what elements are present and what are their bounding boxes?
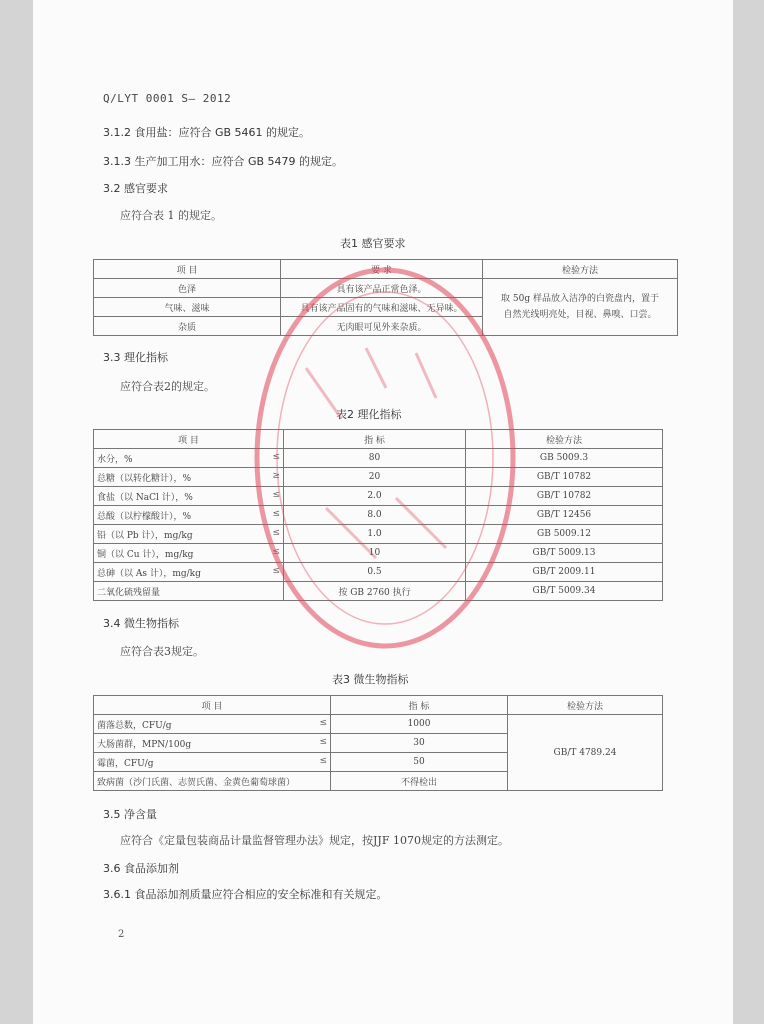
table-cell: GB/T 5009.13 (466, 544, 663, 563)
item-text: 总酸（以柠檬酸计），% (97, 511, 192, 522)
table-cell: 20 (284, 468, 466, 487)
table-cell: 色泽 (94, 279, 281, 298)
table-header-cell: 要 求 (281, 260, 483, 279)
table2-caption: 表2 理化指标 (336, 408, 402, 421)
table-cell: 无肉眼可见外来杂质。 (281, 317, 483, 336)
section-3-4-title: 3.4 微生物指标 (103, 617, 179, 630)
seal-inner-ring (277, 292, 493, 624)
table-header-cell: 项 目 (94, 260, 281, 279)
item-text: 大肠菌群，MPN/100g (97, 739, 192, 750)
section-3-4-text: 应符合表3规定。 (120, 645, 204, 658)
table-header-cell: 指 标 (284, 430, 466, 449)
table-header-cell: 检验方法 (466, 430, 663, 449)
comparison-symbol: ≤ (272, 565, 280, 576)
table-header-cell: 检验方法 (483, 260, 678, 279)
table3-caption: 表3 微生物指标 (332, 673, 409, 686)
section-3-3-title: 3.3 理化指标 (103, 351, 168, 364)
table-cell: GB/T 10782 (466, 487, 663, 506)
table-cell: 2.0 (284, 487, 466, 506)
comparison-symbol: ≤ (272, 508, 280, 519)
table-cell: 不得检出 (331, 772, 508, 791)
item-text: 菌落总数，CFU/g (97, 720, 172, 731)
page-number: 2 (118, 929, 125, 940)
table-cell: 0.5 (284, 563, 466, 582)
item-text: 霉菌，CFU/g (97, 758, 154, 769)
item-text: 总砷（以 As 计），mg/kg (97, 568, 201, 579)
comparison-symbol: ≤ (319, 755, 327, 766)
comparison-symbol: ≤ (272, 527, 280, 538)
item-text: 铜（以 Cu 计），mg/kg (97, 549, 194, 560)
table-cell: 1.0 (284, 525, 466, 544)
comparison-symbol: ≤ (272, 451, 280, 462)
table3 (93, 695, 663, 791)
item-text: 二氧化硫残留量 (97, 587, 161, 598)
seal-lettering (306, 348, 446, 558)
table-cell: 30 (331, 734, 508, 753)
standard-number: Q/LYT 0001 S— 2012 (103, 92, 232, 105)
table-cell: GB/T 2009.11 (466, 563, 663, 582)
item-text: 铅（以 Pb 计），mg/kg (97, 530, 193, 541)
table-row (94, 715, 663, 734)
table-cell: 按 GB 2760 执行 (284, 582, 466, 601)
table-header-cell: 指 标 (331, 696, 508, 715)
clause-3-6-1: 3.6.1 食品添加剂质量应符合相应的安全标准和有关规定。 (103, 888, 388, 901)
table3-method-cell: GB/T 4789.24 (508, 715, 663, 791)
table-cell: GB 5009.3 (466, 449, 663, 468)
table-cell: 具有该产品固有的气味和滋味、无异味。 (281, 298, 483, 317)
table1-caption: 表1 感官要求 (340, 237, 406, 250)
section-3-2-title: 3.2 感官要求 (103, 182, 168, 195)
table-header-row (94, 696, 663, 715)
seal-outer-ring (257, 270, 513, 646)
table-cell: 杂质 (94, 317, 281, 336)
comparison-symbol: ≤ (319, 736, 327, 747)
table-header-cell: 项 目 (94, 430, 284, 449)
table-cell: GB/T 10782 (466, 468, 663, 487)
method-line-1: 取 50g 样品放入洁净的白瓷盘内，置于 (501, 294, 659, 304)
table-header-cell: 项 目 (94, 696, 331, 715)
item-text: 水分，% (97, 454, 133, 465)
table-cell: GB/T 12456 (466, 506, 663, 525)
section-3-5-title: 3.5 净含量 (103, 808, 157, 821)
clause-3-1-2: 3.1.2 食用盐：应符合 GB 5461 的规定。 (103, 126, 311, 139)
section-3-6-title: 3.6 食品添加剂 (103, 862, 179, 875)
table-cell (94, 715, 331, 734)
table-cell: 50 (331, 753, 508, 772)
comparison-symbol: ≤ (319, 717, 327, 728)
table-cell: 80 (284, 449, 466, 468)
comparison-symbol: ≤ (272, 546, 280, 557)
table-cell: 气味、滋味 (94, 298, 281, 317)
table-cell (94, 753, 331, 772)
section-3-3-text: 应符合表2的规定。 (120, 380, 215, 393)
table-cell: 1000 (331, 715, 508, 734)
table-cell: 致病菌（沙门氏菌、志贺氏菌、金黄色葡萄球菌） (94, 772, 331, 791)
item-text: 总糖（以转化糖计），% (97, 473, 192, 484)
table-cell (94, 734, 331, 753)
comparison-symbol: ≤ (272, 489, 280, 500)
table-cell: 具有该产品正常色泽。 (281, 279, 483, 298)
section-3-2-text: 应符合表 1 的规定。 (120, 209, 222, 222)
table-cell: 10 (284, 544, 466, 563)
table-header-cell: 检验方法 (508, 696, 663, 715)
comparison-symbol: ≥ (272, 470, 280, 481)
official-seal-stamp (246, 258, 524, 658)
method-line-2: 自然光线明亮处，目视、鼻嗅、口尝。 (503, 310, 657, 320)
section-3-5-text: 应符合《定量包装商品计量监督管理办法》规定，按JJF 1070规定的方法测定。 (120, 834, 509, 847)
table-cell: GB 5009.12 (466, 525, 663, 544)
item-text: 食盐（以 NaCl 计），% (97, 492, 193, 503)
table-cell: GB/T 5009.34 (466, 582, 663, 601)
table-cell: 8.0 (284, 506, 466, 525)
clause-3-1-3: 3.1.3 生产加工用水：应符合 GB 5479 的规定。 (103, 155, 344, 168)
